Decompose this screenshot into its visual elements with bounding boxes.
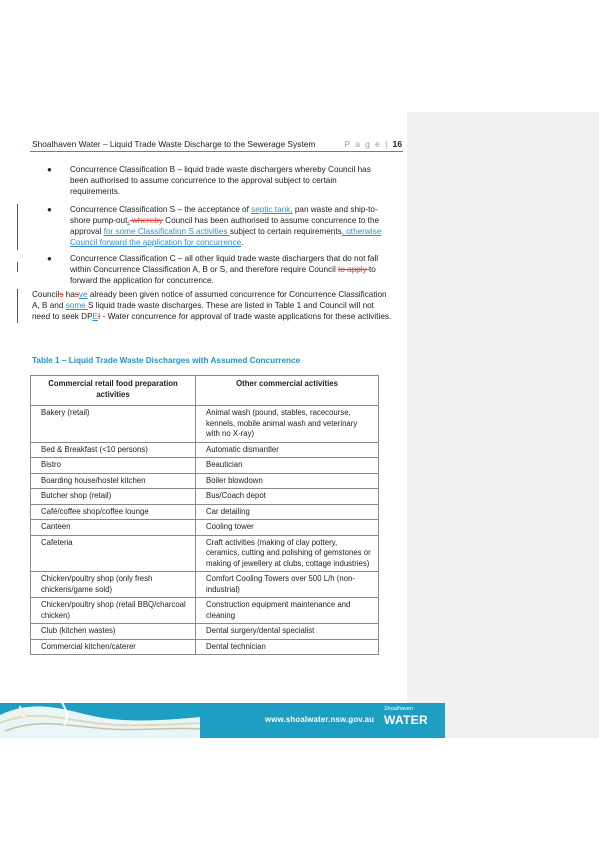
page-number: P a g e | 16 bbox=[344, 139, 402, 149]
table-cell: Comfort Cooling Towers over 500 L/h (non-industrial) bbox=[196, 572, 379, 598]
page-header bbox=[32, 137, 402, 155]
table-row bbox=[31, 598, 379, 624]
table-cell: Cafeteria bbox=[31, 535, 196, 572]
comment-pane bbox=[407, 112, 599, 738]
tracked-insertion: for some Classification S activities bbox=[103, 227, 230, 236]
change-bar bbox=[17, 262, 18, 272]
table-cell: Animal wash (pound, stables, racecourse, kennels, mobile animal wash and veterinary with no X-ray) bbox=[196, 406, 379, 443]
bullet-item-c: Concurrence Classification C – all other liquid trade waste dischargers that do not fall within Concurrence Classification A, B or S, and therefore require Council to apply to forward the application for concurrence. bbox=[70, 254, 379, 285]
change-bar bbox=[17, 289, 18, 323]
table-row bbox=[31, 406, 379, 443]
tracked-insertion: some bbox=[65, 301, 88, 310]
table-cell: Chicken/poultry shop (retail BBQ/charcoal chicken) bbox=[31, 598, 196, 624]
table-cell: Car detailing bbox=[196, 504, 379, 520]
header-divider bbox=[30, 151, 403, 152]
table-cell: Butcher shop (retail) bbox=[31, 489, 196, 505]
table-cell: Bus/Coach depot bbox=[196, 489, 379, 505]
table-row bbox=[31, 520, 379, 536]
tracked-deletion: s bbox=[59, 290, 64, 299]
tracked-insertion: E bbox=[92, 312, 99, 321]
tracked-insertion: , otherwise Council forward the application for concurrence bbox=[70, 227, 382, 247]
footer-url: www.shoalwater.nsw.gov.au bbox=[265, 715, 375, 724]
table-cell: Club (kitchen wastes) bbox=[31, 624, 196, 640]
table-cell: Boiler blowdown bbox=[196, 473, 379, 489]
table-row bbox=[31, 639, 379, 655]
bullet-marker: ● bbox=[47, 165, 52, 174]
logo-script: Shoalhaven bbox=[384, 706, 414, 712]
tracked-insertion: septic tank, bbox=[251, 205, 293, 214]
table-cell: Beautician bbox=[196, 458, 379, 474]
table-cell: Canteen bbox=[31, 520, 196, 536]
table-row bbox=[31, 473, 379, 489]
bullet-item-s: Concurrence Classification S – the acceptance of septic tank, pan waste and ship-to-shore pump-out, whereby Council has been authorised to assume concurrence to the approval for some Classification S activities subject to certain requirements, otherwise Council forward the application for concurrence. bbox=[70, 205, 382, 247]
table-caption: Table 1 – Liquid Trade Waste Discharges with Assumed Concurrence bbox=[32, 356, 301, 365]
water-logo: WATER bbox=[384, 713, 428, 727]
table-cell: Cooling tower bbox=[196, 520, 379, 536]
bullet-marker: ● bbox=[47, 205, 52, 214]
change-bar bbox=[17, 204, 18, 250]
tracked-insertion: ve bbox=[78, 290, 88, 299]
table-cell: Commercial kitchen/caterer bbox=[31, 639, 196, 655]
tracked-insertion: , bbox=[127, 216, 130, 225]
table-cell: Bakery (retail) bbox=[31, 406, 196, 443]
table-cell: Boarding house/hostel kitchen bbox=[31, 473, 196, 489]
table-row bbox=[31, 624, 379, 640]
column-header: Other commercial activities bbox=[196, 376, 379, 406]
table-cell: Craft activities (making of clay pottery, ceramics, cutting and polishing of gemstones or making of jewellery at clubs, cottage industries) bbox=[196, 535, 379, 572]
wave-graphic bbox=[0, 693, 200, 741]
table-cell: Bed & Breakfast (<10 persons) bbox=[31, 442, 196, 458]
table-row bbox=[31, 572, 379, 598]
table-cell: Automatic dismantler bbox=[196, 442, 379, 458]
header-title: Shoalhaven Water – Liquid Trade Waste Discharge to the Sewerage System bbox=[32, 139, 316, 149]
table-cell: Dental technician bbox=[196, 639, 379, 655]
concurrence-paragraph: Councils hasve already been given notice of assumed concurrence for Concurrence Classification A, B and some S liquid trade waste discharges. These are listed in Table 1 and Council will not need to seek DPEI - Water concurrence for approval of trade waste applications for these activities. bbox=[32, 290, 392, 321]
table-row bbox=[31, 458, 379, 474]
bullet-marker: ● bbox=[47, 254, 52, 263]
bullet-item-b: Concurrence Classification B – liquid trade waste dischargers whereby Council has been authorised to assume concurrence to the approval subject to certain requirements. bbox=[70, 165, 371, 196]
table-cell: Café/coffee shop/coffee lounge bbox=[31, 504, 196, 520]
tracked-deletion: s bbox=[74, 290, 79, 299]
tracked-deletion: to apply bbox=[338, 265, 369, 274]
table-cell: Chicken/poultry shop (only fresh chickens/game sold) bbox=[31, 572, 196, 598]
table-header-row bbox=[31, 376, 379, 406]
tracked-deletion: whereby bbox=[129, 216, 163, 225]
table-cell: Construction equipment maintenance and cleaning bbox=[196, 598, 379, 624]
table-row bbox=[31, 442, 379, 458]
table-row bbox=[31, 504, 379, 520]
concurrence-table bbox=[30, 375, 379, 655]
tracked-deletion: I bbox=[98, 312, 101, 321]
table-cell: Bistro bbox=[31, 458, 196, 474]
table-cell: Dental surgery/dental specialist bbox=[196, 624, 379, 640]
table-row bbox=[31, 489, 379, 505]
column-header: Commercial retail food preparation activities bbox=[31, 376, 196, 406]
table-row bbox=[31, 535, 379, 572]
